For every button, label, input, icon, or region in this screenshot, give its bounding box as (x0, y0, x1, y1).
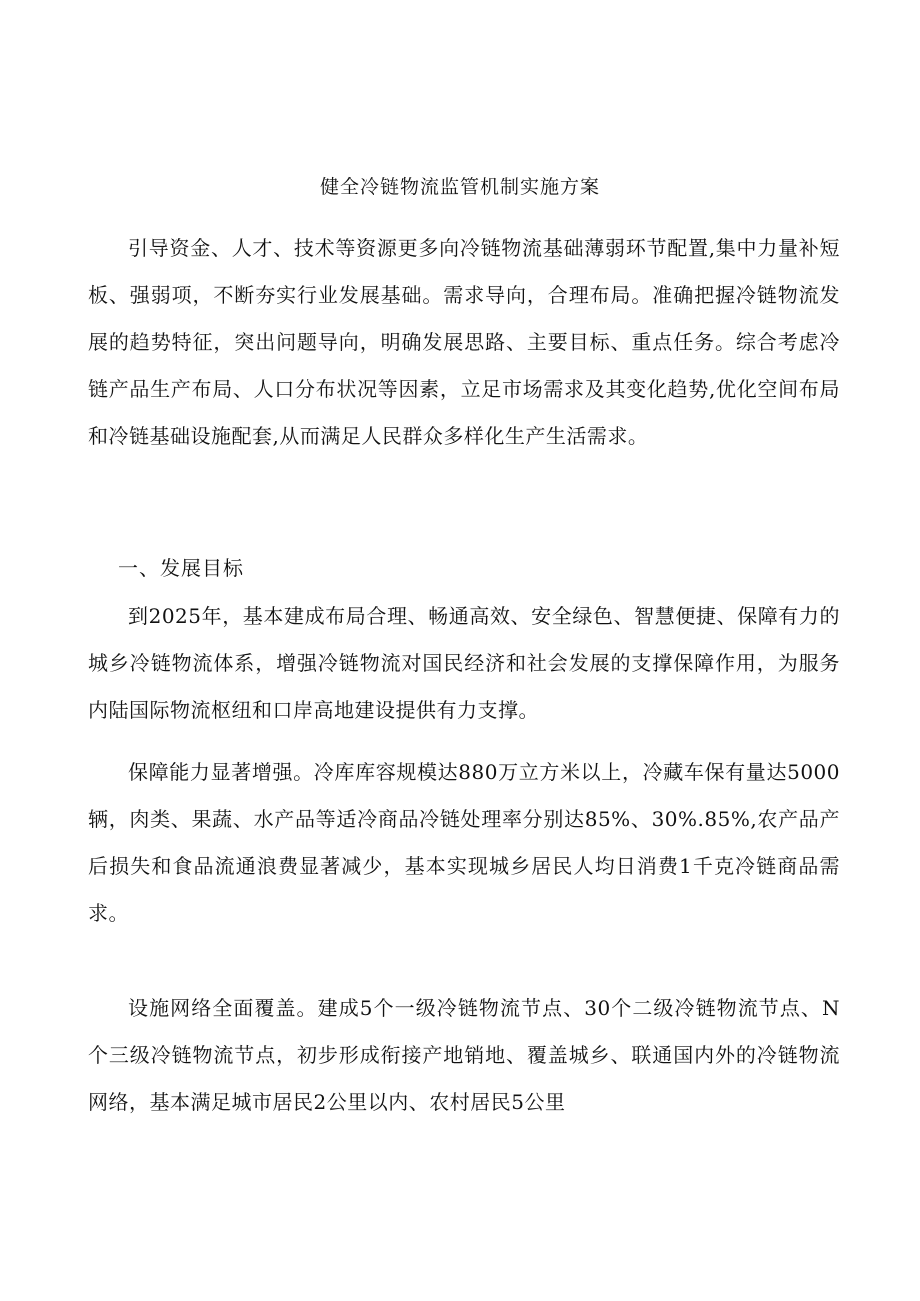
capacity-paragraph: 保障能力显著增强。冷库库容规模达880万立方米以上，冷藏车保有量达5000辆，肉类、果蔬、水产品等适冷商品冷链处理率分别达85%、30%.85%,农产品产后损失和食品流通浪费显著减少，基本实现城乡居民人均日消费1千克冷链商品需求。 (88, 760, 840, 925)
network-paragraph: 设施网络全面覆盖。建成5个一级冷链物流节点、30个二级冷链物流节点、N个三级冷链物流节点，初步形成衔接产地销地、覆盖城乡、联通国内外的冷链物流网络，基本满足城市居民2公里以内、农村居民5公里 (88, 996, 840, 1114)
goal-paragraph: 到2025年，基本建成布局合理、畅通高效、安全绿色、智慧便捷、保障有力的城乡冷链物流体系，增强冷链物流对国民经济和社会发展的支撑保障作用，为服务内陆国际物流枢纽和口岸高地建设提供有力支撑。 (88, 604, 840, 722)
intro-paragraph: 引导资金、人才、技术等资源更多向冷链物流基础薄弱环节配置,集中力量补短板、强弱项，不断夯实行业发展基础。需求导向，合理布局。准确把握冷链物流发展的趋势特征，突出问题导向，明确发展思路、主要目标、重点任务。综合考虑冷链产品生产布局、人口分布状况等因素，立足市场需求及其变化趋势,优化空间布局和冷链基础设施配套,从而满足人民群众多样化生产生活需求。 (88, 236, 840, 448)
section-heading: 一、发展目标 (118, 556, 244, 580)
document-title: 健全冷链物流监管机制实施方案 (319, 176, 600, 198)
